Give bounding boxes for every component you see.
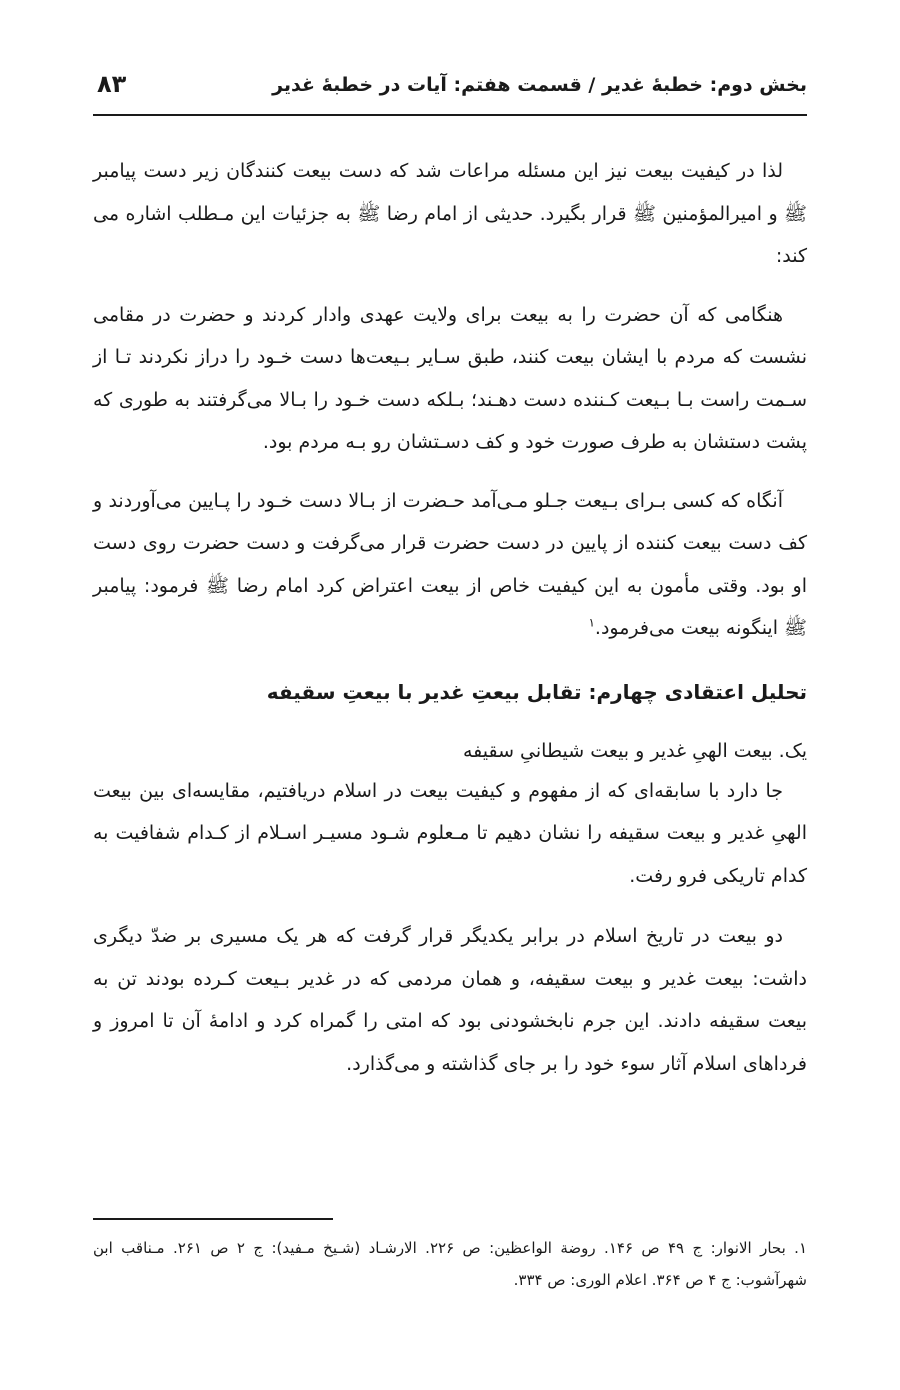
- body-text: [93, 150, 807, 1085]
- footnote-divider: [93, 1218, 333, 1220]
- footnote-1: ۱. بحار الانوار: ج ۴۹ ص ۱۴۶. روضة الواعظین: ص ۲۲۶. الارشـاد (شـیخ مـفید): ج ۲ ص ۲۶۱. مـناقب ابن شهرآشوب: ج ۴ ص ۳۶۴. اعلام الوری: ص ۳۳۴.: [93, 1239, 807, 1289]
- page-header: [93, 60, 807, 116]
- page-number: ۸۳: [97, 70, 127, 98]
- running-title: بخش دوم: خطبهٔ غدیر / قسمت هفتم: آیات در خطبهٔ غدیر: [272, 74, 807, 96]
- paragraph-3-text: آنگاه که کسی بـرای بـیعت جـلو مـی‌آمد حـضرت از بـالا دست خـود را پـایین می‌آوردند و کف دست بیعت کننده از پایین در دست حضرت قرار می‌گرفت و دست حضرت روی دست او بود. وقتی مأمون به این کیفیت خاص از بیعت اعتراض کرد امام رضا ﷺ فرمود: پیامبر ﷺ اینگونه بیعت می‌فرمود.: [93, 489, 807, 639]
- section-heading: تحلیل اعتقادی چهارم: تقابل بیعتِ غدیر با بیعتِ سقیفه: [266, 679, 807, 704]
- paragraph-2: هنگامی که آن حضرت را به بیعت برای ولایت عهدی وادار کردند و حضرت در مقامی نشست که مردم با ایشان بیعت کنند، طبق سـایر بـیعت‌ها دست خـود را دراز نکردند تـا از سـمت راست بـا بـیعت کـننده دست دهـند؛ بـلکه دست خـود را بـالا می‌گرفتند به طوری که پشت دستشان به طرف صورت خود و کف دسـتشان رو بـه مردم بود.: [93, 303, 807, 453]
- paragraph-5: دو بیعت در تاریخ اسلام در برابر یکدیگر قرار گرفت که هر یک مسیری بر ضدّ دیگری داشت: بیعت غدیر و بیعت سقیفه، و همان مردمی که در غدیر بـیعت کـرده بودند تن به بیعت سقیفه دادند. این جرم نابخشودنی بود که امتی را گمراه کرد و ادامهٔ آن تا امروز و فرداهای اسلام آثار سوء خود را بر جای گذاشته و می‌گذارد.: [93, 925, 807, 1075]
- sub-heading: یک. بیعت الهیِ غدیر و بیعت شیطانیِ سقیفه: [462, 739, 807, 762]
- footnotes: [93, 1232, 807, 1296]
- book-page: [93, 60, 807, 1289]
- paragraph-3: [93, 480, 807, 650]
- footnote-ref-1[interactable]: ۱: [588, 615, 595, 630]
- paragraph-1: لذا در کیفیت بیعت نیز این مسئله مراعات شد که دست بیعت کنندگان زیر دست پیامبر ﷺ و امیرالمؤمنین ﷺ قرار بگیرد. حدیثی از امام رضا ﷺ به جزئیات این مـطلب اشاره می کند:: [93, 160, 807, 267]
- paragraph-4: جا دارد با سابقه‌ای که از مفهوم و کیفیت بیعت در اسلام دریافتیم، مقایسه‌ای بین بیعت الهیِ غدیر و بیعت سقیفه را نشان دهیم تا مـعلوم شـود مسیـر اسـلام از کـدام شفافیت به کدام تاریکی فرو رفت.: [93, 779, 807, 887]
